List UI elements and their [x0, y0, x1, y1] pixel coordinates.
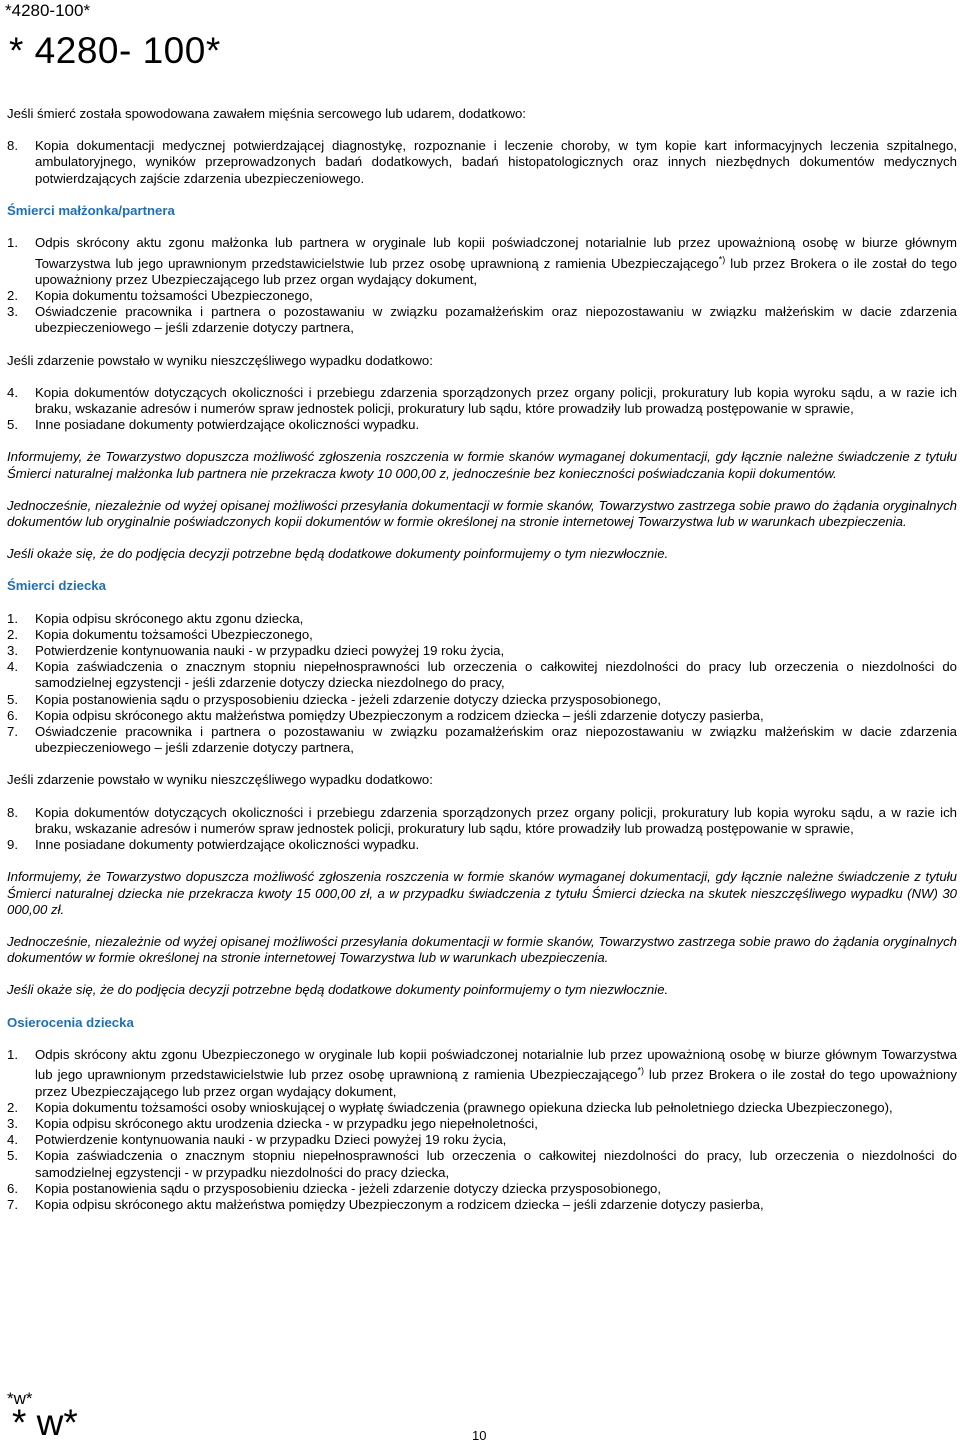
list-item-text: Kopia odpisu skróconego aktu małżeństwa pomiędzy Ubezpieczonym a rodzicem dziecka – jeśli zdarzenie dotyczy pasierba,	[35, 707, 764, 723]
list-item-number: 7.	[7, 724, 18, 740]
list-item-text: Odpis skrócony aktu zgonu Ubezpieczonego w oryginale lub kopii poświadczonej notarialnie lub przez upoważnioną osobę w biurze głównym Towarzystwa lub jego uprawnionym przedstawicielstwie lub przez osobę uprawnioną z ramienia Ubezpieczającego*) lub przez Brokera o ile został do tego upoważniony przez Ubezpieczającego lub przez organ wydający dokument,	[35, 1046, 957, 1099]
list-item-number: 6.	[7, 707, 18, 723]
list-item	[7, 627, 957, 643]
list-item-text: Inne posiadane dokumenty potwierdzające okoliczności wypadku.	[35, 837, 420, 853]
list-item-text: Kopia dokumentu tożsamości Ubezpieczonego,	[35, 626, 313, 642]
info-originals-paragraph: Jednocześnie, niezależnie od wyżej opisanej możliwości przesyłania dokumentacji w formie skanów, Towarzystwo zastrzega sobie prawo do żądania oryginalnych dokumentów w formie określonej na stronie internetowej Towarzystwa lub w warunkach ubezpieczenia.	[7, 933, 957, 966]
list-item-text: Odpis skrócony aktu zgonu małżonka lub partnera w oryginale lub kopii poświadczonej notarialnie lub przez upoważnioną osobę w biurze głównym Towarzystwa lub jego uprawnionym przedstawicielstwie lub przez osobę uprawnioną z ramienia Ubezpieczającego*) lub przez Brokera o ile został do tego upoważniony przez Ubezpieczającego lub przez organ wydający dokument,	[35, 235, 957, 287]
child-documents-list	[7, 611, 957, 757]
list-item	[7, 611, 957, 627]
page-number: 10	[472, 1428, 487, 1443]
spouse-documents-list	[7, 235, 957, 337]
section-heading-orphaned-child: Osierocenia dziecka	[7, 1014, 134, 1030]
orphan-documents-list	[7, 1047, 957, 1213]
list-item	[7, 138, 957, 187]
list-item-text: Kopia dokumentu tożsamości Ubezpieczonego,	[35, 288, 313, 304]
list-item-number: 5.	[7, 691, 18, 707]
list-item	[7, 1132, 957, 1148]
list-item-text: Kopia odpisu skróconego aktu urodzenia dziecka - w przypadku jego niepełnoletności,	[35, 1115, 538, 1131]
list-item	[7, 724, 957, 756]
spouse-accident-list	[7, 385, 957, 434]
barcode-label-bottom-small: *w*	[7, 1389, 33, 1408]
info-additional-documents: Jeśli okaże się, że do podjęcia decyzji potrzebne będą dodatkowe dokumenty poinformujemy o tym niezwłocznie.	[7, 546, 669, 562]
list-item	[7, 1197, 957, 1213]
accident-intro: Jeśli zdarzenie powstało w wyniku nieszczęśliwego wypadku dodatkowo:	[7, 772, 433, 788]
barcode-label-bottom-big: * w*	[12, 1402, 78, 1443]
list-item	[7, 805, 957, 837]
list-item-text: Kopia postanowienia sądu o przysposobieniu dziecka - jeżeli zdarzenie dotyczy dziecka przysposobionego,	[35, 691, 662, 707]
list-item-number: 4.	[7, 384, 18, 400]
child-accident-list	[7, 805, 957, 854]
barcode-label-top-big: * 4280- 100*	[9, 30, 221, 71]
list-item	[7, 304, 957, 336]
info-scans-paragraph: Informujemy, że Towarzystwo dopuszcza możliwość zgłoszenia roszczenia w formie skanów wymaganej dokumentacji, gdy łącznie należne świadczenie z tytułu Śmierci naturalnej małżonka lub partnera nie przekracza kwoty 10 000,00 z, jednocześnie bez konieczności poświadczania kopii dokumentów.	[7, 449, 957, 481]
list-item	[7, 708, 957, 724]
list-item-number: 1.	[7, 610, 18, 626]
document-content	[7, 106, 957, 1213]
list-item-text: Potwierdzenie kontynuowania nauki - w przypadku Dzieci powyżej 19 roku życia,	[35, 1132, 507, 1148]
list-item-text: Kopia odpisu skróconego aktu zgonu dziecka,	[35, 610, 304, 626]
list-item	[7, 659, 957, 691]
footnote-marker: *)	[637, 1065, 644, 1076]
list-item-text: Kopia odpisu skróconego aktu małżeństwa pomiędzy Ubezpieczonym a rodzicem dziecka – jeśli zdarzenie dotyczy pasierba,	[35, 1196, 764, 1212]
list-item-number: 3.	[7, 1115, 18, 1131]
section-heading-child-death: Śmierci dziecka	[7, 578, 106, 594]
list-item-number: 9.	[7, 837, 18, 853]
barcode-label-top-small: *4280-100*	[5, 1, 91, 20]
list-item-text: Inne posiadane dokumenty potwierdzające okoliczności wypadku.	[35, 417, 420, 433]
list-item-number: 8.	[7, 804, 18, 820]
list-item	[7, 417, 957, 433]
list-item-number: 6.	[7, 1180, 18, 1196]
list-item-number: 7.	[7, 1196, 18, 1212]
list-item-text: Kopia dokumentu tożsamości osoby wnioskującej o wypłatę świadczenia (prawnego opiekuna dziecka lub pełnoletniego dziecka Ubezpieczonego),	[35, 1099, 893, 1115]
list-item	[7, 1116, 957, 1132]
list-item	[7, 385, 957, 417]
info-scans-paragraph: Informujemy, że Towarzystwo dopuszcza możliwość zgłoszenia roszczenia w formie skanów wymaganej dokumentacji, gdy łącznie należne świadczenie z tytułu Śmierci naturalnej dziecka nie przekracza kwoty 15 000,00 zł, a w przypadku świadczenia z tytułu Śmierci dziecka na skutek nieszczęśliwego wypadku (NW) 30 000,00 zł.	[7, 869, 957, 917]
list-item-number: 3.	[7, 643, 18, 659]
heart-attack-intro: Jeśli śmierć została spowodowana zawałem mięśnia sercowego lub udarem, dodatkowo:	[7, 106, 526, 121]
list-item	[7, 1100, 957, 1116]
list-item-text: Kopia dokumentów dotyczących okoliczności i przebiegu zdarzenia sporządzonych przez organy policji, prokuratury lub kopia wyroku sądu, a w razie ich braku, wskazanie adresów i numerów spraw jednostek policji, prokuratury lub sądu, które prowadziły lub prowadzą postępowanie w sprawie,	[35, 384, 957, 417]
footnote-marker: *)	[718, 254, 726, 265]
list-item	[7, 1181, 957, 1197]
list-item	[7, 692, 957, 708]
accident-intro: Jeśli zdarzenie powstało w wyniku nieszczęśliwego wypadku dodatkowo:	[7, 352, 433, 368]
info-originals-paragraph: Jednocześnie, niezależnie od wyżej opisanej możliwości przesyłania dokumentacji w formie skanów, Towarzystwo zastrzega sobie prawo do żądania oryginalnych dokumentów lub oryginalnie poświadczonych kopii dokumentów w formie określonej na stronie internetowej Towarzystwa lub w warunkach ubezpieczenia.	[7, 497, 957, 530]
info-additional-documents: Jeśli okaże się, że do podjęcia decyzji potrzebne będą dodatkowe dokumenty poinformujemy o tym niezwłocznie.	[7, 982, 669, 998]
list-item-text: Potwierdzenie kontynuowania nauki - w przypadku dzieci powyżej 19 roku życia,	[35, 643, 505, 659]
list-item-text: Kopia dokumentów dotyczących okoliczności i przebiegu zdarzenia sporządzonych przez organy policji, prokuratury lub kopia wyroku sądu, a w razie ich braku, wskazanie adresów i numerów spraw jednostek policji, prokuratury lub sądu, które prowadziły lub prowadzą postępowanie w sprawie,	[35, 804, 957, 836]
section-heading-spouse-death: Śmierci małżonka/partnera	[7, 202, 175, 218]
list-item	[7, 837, 957, 853]
list-item-number: 2.	[7, 288, 18, 304]
list-item	[7, 1047, 957, 1100]
list-item-text: Oświadczenie pracownika i partnera o pozostawaniu w związku pozamałżeńskim oraz niepozostawaniu w związku małżeńskim w dacie zdarzenia ubezpieczeniowego – jeśli zdarzenie dotyczy partnera,	[35, 724, 957, 756]
list-item-number: 4.	[7, 659, 18, 675]
list-item-number: 1.	[7, 1046, 18, 1062]
list-item-text: Kopia dokumentacji medycznej potwierdzającej diagnostykę, rozpoznanie i leczenie choroby, w tym kopie kart informacyjnych leczenia szpitalnego, ambulatoryjnego, wyników przeprowadzonych badań dodatkowych, badań histopatologicznych oraz innych niezbędnych dokumentów medycznych potwierdzających zajście zdarzenia ubezpieczeniowego.	[35, 138, 957, 186]
list-item	[7, 643, 957, 659]
list-item	[7, 235, 957, 288]
list-item-number: 5.	[7, 1148, 18, 1164]
list-item-number: 2.	[7, 1099, 18, 1115]
list-item-number: 3.	[7, 304, 18, 320]
list-item	[7, 288, 957, 304]
list-item-text: Kopia zaświadczenia o znacznym stopniu niepełnosprawności lub orzeczenia o całkowitej niezdolności do pracy lub orzeczenia o niezdolności do samodzielnej egzystencji - jeśli zdarzenie dotyczy dziecka niezdolnego do pracy,	[35, 659, 957, 691]
list-item-number: 5.	[7, 417, 18, 433]
list-item-text: Kopia zaświadczenia o znacznym stopniu niepełnosprawności lub orzeczenia o całkowitej niezdolności do pracy, lub orzeczenia o niezdolności do samodzielnej egzystencji - w przypadku niezdolności do pracy dziecka,	[35, 1148, 957, 1180]
list-item-number: 4.	[7, 1132, 18, 1148]
list-item	[7, 1148, 957, 1180]
list-item-number: 1.	[7, 235, 18, 251]
list-item-number: 2.	[7, 626, 18, 642]
list-item-text: Kopia postanowienia sądu o przysposobieniu dziecka - jeżeli zdarzenie dotyczy dziecka przysposobionego,	[35, 1180, 662, 1196]
list-item-text: Oświadczenie pracownika i partnera o pozostawaniu w związku pozamałżeńskim oraz niepozostawaniu w związku małżeńskim w dacie zdarzenia ubezpieczeniowego – jeśli zdarzenie dotyczy partnera,	[35, 304, 957, 336]
list-item-number: 8.	[7, 138, 18, 154]
